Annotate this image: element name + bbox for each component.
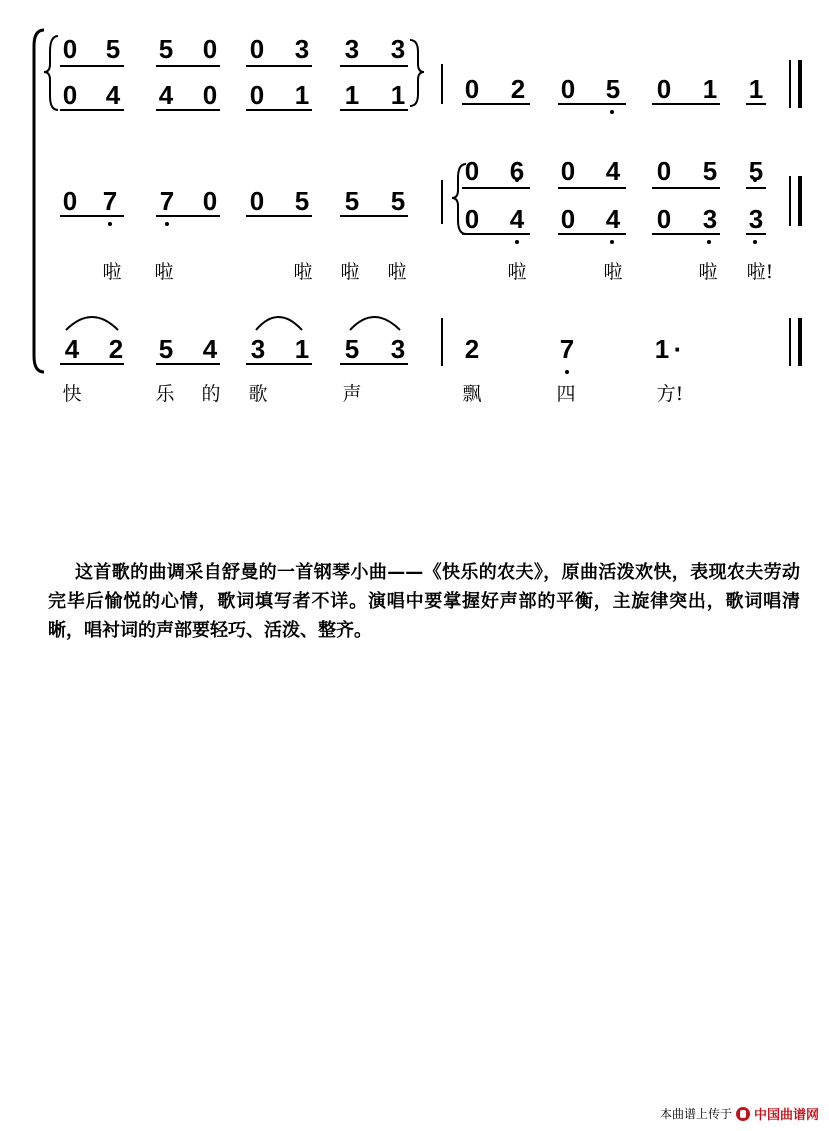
note: 5: [344, 186, 360, 216]
note: 5: [294, 186, 310, 216]
note: 1: [294, 334, 310, 364]
lyric: 啦: [387, 261, 407, 283]
note: 0: [62, 186, 78, 216]
note: 7: [159, 186, 175, 216]
note: 3: [294, 34, 310, 64]
note: 1: [390, 80, 406, 110]
note: 2: [108, 334, 124, 364]
voice-brace-1: [44, 36, 58, 110]
lyric: 啦: [340, 261, 360, 283]
note: 5: [158, 34, 174, 64]
note: 5: [748, 156, 764, 186]
note: 4: [158, 80, 174, 110]
note: 0: [656, 74, 672, 104]
uploaded-label: 本曲谱上传于: [659, 1107, 732, 1121]
note: 5: [158, 334, 174, 364]
note: 1: [702, 74, 718, 104]
note: 1: [294, 80, 310, 110]
note: 0: [62, 34, 78, 64]
system-bracket: [34, 30, 44, 372]
site-logo-text[interactable]: 中国曲谱网: [753, 1107, 819, 1122]
note: 7: [102, 186, 118, 216]
note: 0: [560, 74, 576, 104]
note: 5: [702, 156, 718, 186]
note: 1: [748, 74, 764, 104]
note: 5: [605, 74, 621, 104]
note-dot: ·: [673, 334, 683, 364]
slurs-row3: [66, 317, 400, 330]
note: 4: [202, 334, 218, 364]
note: 4: [605, 204, 621, 234]
voice-brace-1-right: [410, 40, 424, 106]
lyric: 歌: [248, 383, 268, 405]
note: 1: [344, 80, 360, 110]
lyric: 飘: [462, 383, 482, 405]
note: 5: [344, 334, 360, 364]
note: 0: [464, 156, 480, 186]
note: 0: [560, 204, 576, 234]
note: 7: [559, 334, 575, 364]
note: 0: [560, 156, 576, 186]
note: 3: [344, 34, 360, 64]
note: 4: [105, 80, 121, 110]
note: 0: [202, 34, 218, 64]
lyric: 啦: [603, 261, 623, 283]
lyric: 啦: [154, 261, 174, 283]
note: 0: [464, 204, 480, 234]
lyric: 乐: [155, 383, 175, 405]
note: 3: [390, 334, 406, 364]
note: 1: [654, 334, 670, 364]
lyric: 的: [201, 383, 221, 405]
note: 0: [656, 204, 672, 234]
lyric: 啦!: [746, 261, 774, 283]
note: 0: [249, 34, 265, 64]
lyric: 快: [62, 383, 82, 405]
note: 2: [510, 74, 526, 104]
note: 6: [509, 156, 525, 186]
note: 0: [249, 80, 265, 110]
note: 0: [464, 74, 480, 104]
note: 3: [390, 34, 406, 64]
lyric: 方!: [656, 383, 684, 405]
note: 2: [464, 334, 480, 364]
score: [0, 0, 829, 405]
lyric: 声: [342, 383, 362, 405]
lyric: 啦: [698, 261, 718, 283]
note: 0: [656, 156, 672, 186]
note: 0: [62, 80, 78, 110]
lyric: 啦: [507, 261, 527, 283]
song-description: 这首歌的曲调采自舒曼的一首钢琴小曲——《快乐的农夫》，原曲活泼欢快，表现农夫劳动完毕后愉悦的心情，歌词填写者不详。演唱中要掌握好声部的平衡，主旋律突出，歌词唱清晰，唱衬词的声部要轻巧、活泼、整齐。: [48, 562, 800, 641]
footer: [660, 1104, 819, 1123]
lyric: 啦: [102, 261, 122, 283]
note: 4: [64, 334, 80, 364]
note: 0: [249, 186, 265, 216]
note: 0: [202, 186, 218, 216]
note: 3: [702, 204, 718, 234]
note: 5: [105, 34, 121, 64]
note: 4: [605, 156, 621, 186]
note: 4: [509, 204, 525, 234]
note: 0: [202, 80, 218, 110]
lyric: 四: [556, 383, 576, 405]
site-logo-icon: [736, 1107, 750, 1121]
lyric: 啦: [293, 261, 313, 283]
note: 3: [250, 334, 266, 364]
note: 3: [748, 204, 764, 234]
note: 5: [390, 186, 406, 216]
